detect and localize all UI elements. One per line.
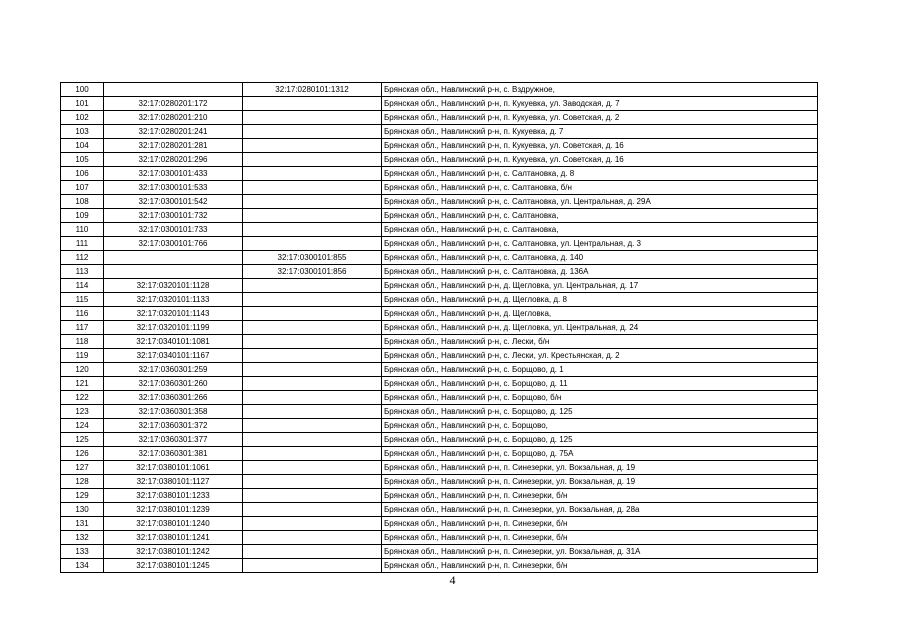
cadastral-number-alt-cell: [243, 125, 382, 139]
address-cell: Брянская обл., Навлинский р-н, с. Лески, ул. Крестьянская, д. 2: [382, 349, 818, 363]
cadastral-number-alt-cell: [243, 433, 382, 447]
address-cell: Брянская обл., Навлинский р-н, с. Борщово,: [382, 419, 818, 433]
address-cell: Брянская обл., Навлинский р-н, с. Борщово, д. 125: [382, 405, 818, 419]
table-row: [61, 349, 818, 363]
cadastral-number-alt-cell: [243, 475, 382, 489]
address-cell: Брянская обл., Навлинский р-н, с. Салтановка, ул. Центральная, д. 3: [382, 237, 818, 251]
table-row: [61, 223, 818, 237]
cadastral-number-cell: 32:17:0380101:1233: [104, 489, 243, 503]
address-cell: Брянская обл., Навлинский р-н, д. Щегловка, ул. Центральная, д. 17: [382, 279, 818, 293]
cadastral-number-alt-cell: [243, 419, 382, 433]
row-number-cell: 132: [61, 531, 104, 545]
row-number-cell: 110: [61, 223, 104, 237]
address-cell: Брянская обл., Навлинский р-н, с. Салтановка, ул. Центральная, д. 29А: [382, 195, 818, 209]
cadastral-number-alt-cell: 32:17:0300101:855: [243, 251, 382, 265]
row-number-cell: 106: [61, 167, 104, 181]
row-number-cell: 108: [61, 195, 104, 209]
table-body: [61, 83, 818, 573]
cadastral-number-cell: 32:17:0380101:1242: [104, 545, 243, 559]
row-number-cell: 120: [61, 363, 104, 377]
cadastral-number-cell: 32:17:0340101:1167: [104, 349, 243, 363]
cadastral-number-cell: 32:17:0300101:733: [104, 223, 243, 237]
row-number-cell: 109: [61, 209, 104, 223]
table-row: [61, 321, 818, 335]
table-row: [61, 279, 818, 293]
cadastral-number-cell: 32:17:0320101:1143: [104, 307, 243, 321]
address-cell: Брянская обл., Навлинский р-н, п. Кукуевка, д. 7: [382, 125, 818, 139]
address-cell: Брянская обл., Навлинский р-н, п. Синезерки, ул. Вокзальная, д. 19: [382, 475, 818, 489]
cadastral-number-cell: 32:17:0380101:1061: [104, 461, 243, 475]
cadastral-number-cell: 32:17:0320101:1199: [104, 321, 243, 335]
cadastral-number-cell: 32:17:0300101:542: [104, 195, 243, 209]
cadastral-number-alt-cell: [243, 167, 382, 181]
row-number-cell: 129: [61, 489, 104, 503]
cadastral-number-alt-cell: [243, 153, 382, 167]
address-cell: Брянская обл., Навлинский р-н, п. Синезерки, б/н: [382, 531, 818, 545]
address-cell: Брянская обл., Навлинский р-н, п. Кукуевка, ул. Советская, д. 16: [382, 153, 818, 167]
table-row: [61, 83, 818, 97]
cadastral-number-cell: 32:17:0280201:241: [104, 125, 243, 139]
table-row: [61, 475, 818, 489]
address-cell: Брянская обл., Навлинский р-н, с. Борщово, д. 75А: [382, 447, 818, 461]
table-row: [61, 559, 818, 573]
cadastral-number-cell: 32:17:0380101:1239: [104, 503, 243, 517]
row-number-cell: 114: [61, 279, 104, 293]
table-row: [61, 391, 818, 405]
row-number-cell: 127: [61, 461, 104, 475]
table-row: [61, 153, 818, 167]
cadastral-number-cell: 32:17:0360301:372: [104, 419, 243, 433]
row-number-cell: 134: [61, 559, 104, 573]
table-row: [61, 503, 818, 517]
cadastral-number-cell: 32:17:0380101:1241: [104, 531, 243, 545]
cadastral-number-cell: 32:17:0280201:172: [104, 97, 243, 111]
row-number-cell: 118: [61, 335, 104, 349]
table-row: [61, 545, 818, 559]
cadastral-number-cell: 32:17:0300101:732: [104, 209, 243, 223]
cadastral-number-cell: 32:17:0280201:210: [104, 111, 243, 125]
cadastral-number-alt-cell: [243, 531, 382, 545]
table-row: [61, 167, 818, 181]
address-cell: Брянская обл., Навлинский р-н, с. Борщово, б/н: [382, 391, 818, 405]
address-cell: Брянская обл., Навлинский р-н, с. Салтановка, д. 140: [382, 251, 818, 265]
table-row: [61, 195, 818, 209]
cadastral-number-alt-cell: 32:17:0280101:1312: [243, 83, 382, 97]
table-row: [61, 293, 818, 307]
page-number: 4: [449, 573, 456, 587]
row-number-cell: 128: [61, 475, 104, 489]
table-row: [61, 517, 818, 531]
address-cell: Брянская обл., Навлинский р-н, с. Салтановка,: [382, 223, 818, 237]
table-row: [61, 433, 818, 447]
cadastral-number-alt-cell: [243, 307, 382, 321]
cadastral-number-cell: [104, 83, 243, 97]
address-cell: Брянская обл., Навлинский р-н, п. Синезерки, б/н: [382, 489, 818, 503]
address-cell: Брянская обл., Навлинский р-н, п. Синезерки, ул. Вокзальная, д. 28а: [382, 503, 818, 517]
cadastral-number-alt-cell: [243, 405, 382, 419]
cadastral-number-cell: 32:17:0300101:533: [104, 181, 243, 195]
table-row: [61, 125, 818, 139]
cadastral-number-alt-cell: [243, 321, 382, 335]
table-row: [61, 447, 818, 461]
cadastral-number-cell: 32:17:0360301:260: [104, 377, 243, 391]
address-cell: Брянская обл., Навлинский р-н, с. Салтановка, б/н: [382, 181, 818, 195]
address-cell: Брянская обл., Навлинский р-н, п. Синезерки, ул. Вокзальная, д. 19: [382, 461, 818, 475]
address-cell: Брянская обл., Навлинский р-н, с. Лески, б/н: [382, 335, 818, 349]
address-cell: Брянская обл., Навлинский р-н, п. Синезерки, б/н: [382, 559, 818, 573]
table-row: [61, 489, 818, 503]
cadastral-number-cell: 32:17:0340101:1081: [104, 335, 243, 349]
row-number-cell: 102: [61, 111, 104, 125]
row-number-cell: 133: [61, 545, 104, 559]
cadastral-number-cell: 32:17:0320101:1133: [104, 293, 243, 307]
row-number-cell: 124: [61, 419, 104, 433]
cadastral-number-cell: 32:17:0300101:766: [104, 237, 243, 251]
address-cell: Брянская обл., Навлинский р-н, п. Кукуевка, ул. Советская, д. 2: [382, 111, 818, 125]
address-cell: Брянская обл., Навлинский р-н, с. Салтановка, д. 8: [382, 167, 818, 181]
cadastral-number-cell: 32:17:0280201:281: [104, 139, 243, 153]
row-number-cell: 101: [61, 97, 104, 111]
cadastral-number-alt-cell: 32:17:0300101:856: [243, 265, 382, 279]
address-cell: Брянская обл., Навлинский р-н, п. Кукуевка, ул. Заводская, д. 7: [382, 97, 818, 111]
address-cell: Брянская обл., Навлинский р-н, п. Синезерки, ул. Вокзальная, д. 31А: [382, 545, 818, 559]
table-row: [61, 461, 818, 475]
cadastral-number-alt-cell: [243, 181, 382, 195]
row-number-cell: 104: [61, 139, 104, 153]
address-cell: Брянская обл., Навлинский р-н, д. Щегловка,: [382, 307, 818, 321]
cadastral-number-cell: [104, 251, 243, 265]
cadastral-number-cell: [104, 265, 243, 279]
table-row: [61, 419, 818, 433]
cadastral-number-alt-cell: [243, 489, 382, 503]
table-row: [61, 531, 818, 545]
row-number-cell: 122: [61, 391, 104, 405]
row-number-cell: 112: [61, 251, 104, 265]
cadastral-number-alt-cell: [243, 461, 382, 475]
cadastral-number-cell: 32:17:0360301:358: [104, 405, 243, 419]
cadastral-number-alt-cell: [243, 293, 382, 307]
table-row: [61, 111, 818, 125]
row-number-cell: 103: [61, 125, 104, 139]
table-row: [61, 265, 818, 279]
table-row: [61, 209, 818, 223]
property-registry-table: [60, 82, 818, 573]
row-number-cell: 119: [61, 349, 104, 363]
address-cell: Брянская обл., Навлинский р-н, с. Борщово, д. 1: [382, 363, 818, 377]
table-row: [61, 405, 818, 419]
cadastral-number-alt-cell: [243, 545, 382, 559]
cadastral-number-cell: 32:17:0280201:296: [104, 153, 243, 167]
cadastral-number-alt-cell: [243, 349, 382, 363]
row-number-cell: 131: [61, 517, 104, 531]
row-number-cell: 115: [61, 293, 104, 307]
table-row: [61, 335, 818, 349]
row-number-cell: 123: [61, 405, 104, 419]
address-cell: Брянская обл., Навлинский р-н, п. Синезерки, б/н: [382, 517, 818, 531]
cadastral-number-cell: 32:17:0300101:433: [104, 167, 243, 181]
cadastral-number-cell: 32:17:0360301:381: [104, 447, 243, 461]
address-cell: Брянская обл., Навлинский р-н, д. Щегловка, ул. Центральная, д. 24: [382, 321, 818, 335]
cadastral-number-cell: 32:17:0320101:1128: [104, 279, 243, 293]
cadastral-number-alt-cell: [243, 447, 382, 461]
address-cell: Брянская обл., Навлинский р-н, с. Салтановка,: [382, 209, 818, 223]
cadastral-number-cell: 32:17:0380101:1240: [104, 517, 243, 531]
cadastral-number-cell: 32:17:0360301:266: [104, 391, 243, 405]
row-number-cell: 107: [61, 181, 104, 195]
cadastral-number-alt-cell: [243, 363, 382, 377]
cadastral-number-alt-cell: [243, 195, 382, 209]
row-number-cell: 125: [61, 433, 104, 447]
cadastral-number-cell: 32:17:0380101:1127: [104, 475, 243, 489]
cadastral-number-alt-cell: [243, 237, 382, 251]
cadastral-number-alt-cell: [243, 111, 382, 125]
cadastral-number-alt-cell: [243, 517, 382, 531]
cadastral-number-alt-cell: [243, 279, 382, 293]
table-row: [61, 251, 818, 265]
cadastral-number-cell: 32:17:0360301:377: [104, 433, 243, 447]
cadastral-number-alt-cell: [243, 139, 382, 153]
cadastral-number-alt-cell: [243, 391, 382, 405]
address-cell: Брянская обл., Навлинский р-н, с. Салтановка, д. 136А: [382, 265, 818, 279]
cadastral-number-cell: 32:17:0380101:1245: [104, 559, 243, 573]
cadastral-number-cell: 32:17:0360301:259: [104, 363, 243, 377]
address-cell: Брянская обл., Навлинский р-н, с. Борщово, д. 11: [382, 377, 818, 391]
address-cell: Брянская обл., Навлинский р-н, д. Щегловка, д. 8: [382, 293, 818, 307]
row-number-cell: 130: [61, 503, 104, 517]
row-number-cell: 111: [61, 237, 104, 251]
row-number-cell: 113: [61, 265, 104, 279]
row-number-cell: 121: [61, 377, 104, 391]
table-row: [61, 377, 818, 391]
cadastral-number-alt-cell: [243, 377, 382, 391]
table-row: [61, 139, 818, 153]
table-row: [61, 237, 818, 251]
table-row: [61, 181, 818, 195]
table-row: [61, 97, 818, 111]
cadastral-number-alt-cell: [243, 559, 382, 573]
cadastral-number-alt-cell: [243, 503, 382, 517]
row-number-cell: 100: [61, 83, 104, 97]
address-cell: Брянская обл., Навлинский р-н, с. Вздружное,: [382, 83, 818, 97]
cadastral-number-alt-cell: [243, 209, 382, 223]
cadastral-number-alt-cell: [243, 97, 382, 111]
row-number-cell: 116: [61, 307, 104, 321]
table-row: [61, 363, 818, 377]
cadastral-number-alt-cell: [243, 223, 382, 237]
address-cell: Брянская обл., Навлинский р-н, п. Кукуевка, ул. Советская, д. 16: [382, 139, 818, 153]
row-number-cell: 126: [61, 447, 104, 461]
cadastral-number-alt-cell: [243, 335, 382, 349]
address-cell: Брянская обл., Навлинский р-н, с. Борщово, д. 125: [382, 433, 818, 447]
row-number-cell: 105: [61, 153, 104, 167]
table-row: [61, 307, 818, 321]
row-number-cell: 117: [61, 321, 104, 335]
